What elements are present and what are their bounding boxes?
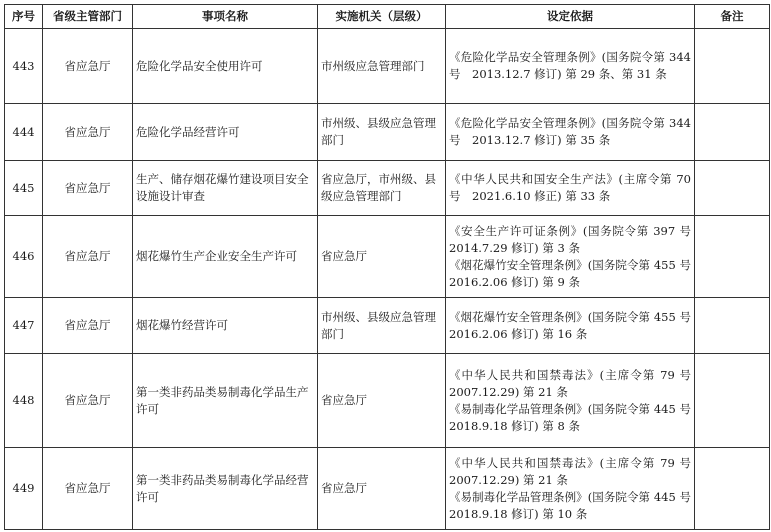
cell-basis xyxy=(446,29,695,104)
cell-note xyxy=(695,448,770,530)
cell-seq: 447 xyxy=(5,298,43,354)
cell-dept: 省应急厅 xyxy=(43,298,133,354)
cell-note xyxy=(695,161,770,216)
cell-note xyxy=(695,216,770,298)
permit-table xyxy=(4,4,770,530)
header-dept: 省级主管部门 xyxy=(43,5,133,29)
cell-note xyxy=(695,298,770,354)
cell-org: 市州级应急管理部门 xyxy=(318,29,446,104)
table-row xyxy=(5,298,770,354)
cell-name: 第一类非药品类易制毒化学品生产许可 xyxy=(133,354,318,448)
cell-org: 省应急厅 xyxy=(318,354,446,448)
cell-name: 烟花爆竹生产企业安全生产许可 xyxy=(133,216,318,298)
cell-name: 危险化学品安全使用许可 xyxy=(133,29,318,104)
table-row xyxy=(5,29,770,104)
cell-dept: 省应急厅 xyxy=(43,161,133,216)
cell-dept: 省应急厅 xyxy=(43,29,133,104)
basis-text: 《烟花爆竹安全管理条例》(国务院令第 455 号 2016.2.06 修订) 第 16 条 xyxy=(449,309,703,341)
cell-org: 市州级、县级应急管理部门 xyxy=(318,298,446,354)
header-row xyxy=(5,5,770,29)
header-name: 事项名称 xyxy=(133,5,318,29)
cell-seq: 448 xyxy=(5,354,43,448)
cell-seq: 449 xyxy=(5,448,43,530)
cell-org: 省应急厅，市州级、县级应急管理部门 xyxy=(318,161,446,216)
table-row xyxy=(5,104,770,161)
header-basis: 设定依据 xyxy=(446,5,695,29)
cell-name: 生产、储存烟花爆竹建设项目安全设施设计审查 xyxy=(133,161,318,216)
cell-basis xyxy=(446,161,695,216)
table-row xyxy=(5,216,770,298)
cell-name: 烟花爆竹经营许可 xyxy=(133,298,318,354)
basis-text: 《安全生产许可证条例》(国务院令第 397 号 2014.7.29 修订) 第 3 条 xyxy=(449,223,691,255)
header-seq: 序号 xyxy=(5,5,43,29)
table-row xyxy=(5,354,770,448)
header-note: 备注 xyxy=(695,5,770,29)
basis-text: 《易制毒化学品管理条例》(国务院令第 445 号 2018.9.18 修订) 第 8 条 xyxy=(449,401,703,433)
cell-dept: 省应急厅 xyxy=(43,448,133,530)
cell-note xyxy=(695,104,770,161)
basis-text: 《中华人民共和国禁毒法》(主席令第 79 号 2007.12.29) 第 21 条 xyxy=(449,455,691,487)
cell-basis xyxy=(446,354,703,448)
cell-seq: 443 xyxy=(5,29,43,104)
cell-name: 危险化学品经营许可 xyxy=(133,104,318,161)
cell-dept: 省应急厅 xyxy=(43,354,133,448)
cell-seq: 444 xyxy=(5,104,43,161)
cell-note xyxy=(695,29,770,104)
basis-text: 《危险化学品安全管理条例》(国务院令第 344 号 2013.12.7 修订) 第 29 条、第 31 条 xyxy=(449,50,691,81)
basis-text: 《烟花爆竹安全管理条例》(国务院令第 455 号 2016.2.06 修订) 第 9 条 xyxy=(449,257,703,289)
cell-org: 省应急厅 xyxy=(318,216,446,298)
cell-basis xyxy=(446,298,703,354)
cell-note xyxy=(695,354,770,448)
cell-dept: 省应急厅 xyxy=(43,104,133,161)
table-row xyxy=(5,448,770,530)
cell-basis xyxy=(446,216,703,298)
cell-name: 第一类非药品类易制毒化学品经营许可 xyxy=(133,448,318,530)
basis-text: 《危险化学品安全管理条例》(国务院令第 344 号 2013.12.7 修订) 第 35 条 xyxy=(449,116,691,147)
cell-basis xyxy=(446,448,703,530)
header-org: 实施机关（层级） xyxy=(318,5,446,29)
cell-org: 省应急厅 xyxy=(318,448,446,530)
cell-seq: 446 xyxy=(5,216,43,298)
cell-basis xyxy=(446,104,695,161)
cell-dept: 省应急厅 xyxy=(43,216,133,298)
cell-seq: 445 xyxy=(5,161,43,216)
cell-org: 市州级、县级应急管理部门 xyxy=(318,104,446,161)
basis-text: 《易制毒化学品管理条例》(国务院令第 445 号 2018.9.18 修订) 第 10 条 xyxy=(449,489,703,521)
basis-text: 《中华人民共和国安全生产法》(主席令第 70 号 2021.6.10 修正) 第 33 条 xyxy=(449,172,691,203)
table-row xyxy=(5,161,770,216)
basis-text: 《中华人民共和国禁毒法》(主席令第 79 号 2007.12.29) 第 21 条 xyxy=(449,367,691,399)
